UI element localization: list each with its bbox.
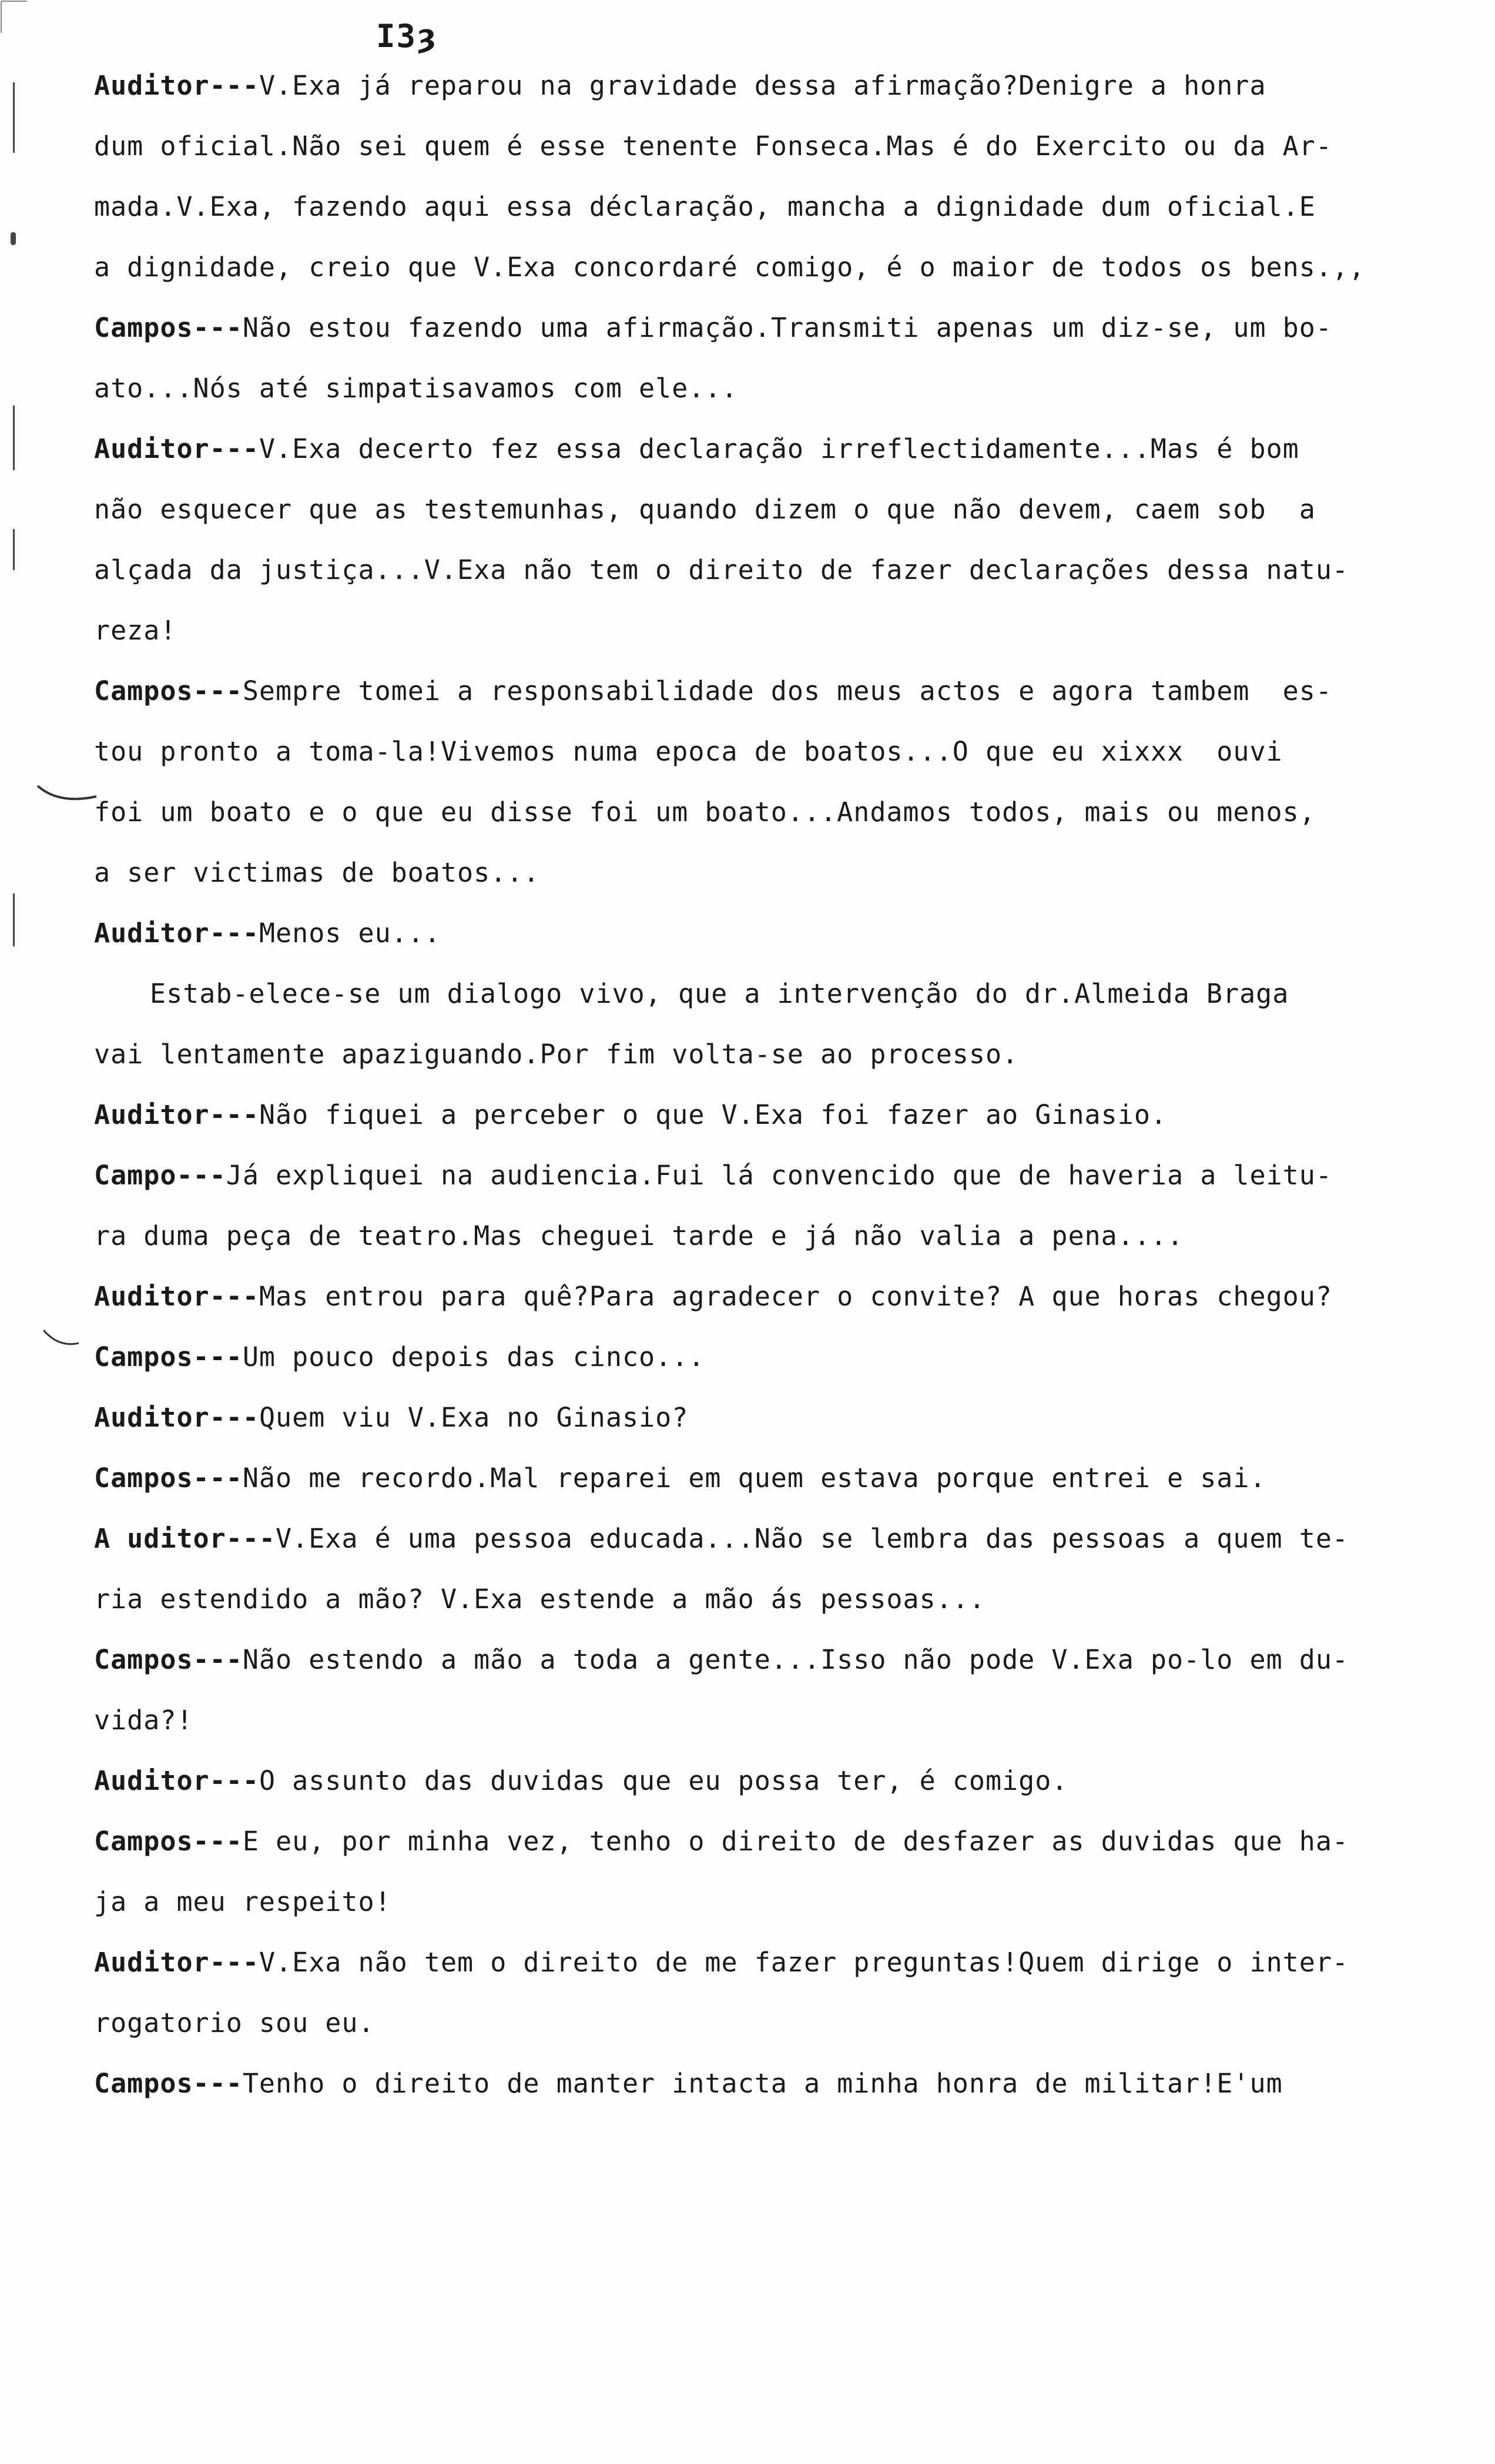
line-text: vida?! bbox=[94, 1705, 193, 1736]
line-text: ato...Nós até simpatisavamos com ele... bbox=[94, 373, 738, 404]
dialogue-line bbox=[94, 1266, 1457, 1327]
speaker-label: Auditor--- bbox=[94, 1281, 259, 1312]
dialogue-line bbox=[94, 1084, 1457, 1145]
text-line bbox=[94, 963, 1457, 1024]
dialogue-line bbox=[94, 1387, 1457, 1448]
line-text: reza! bbox=[94, 615, 177, 646]
corner-fold-mark bbox=[0, 0, 29, 35]
speaker-label: Campos--- bbox=[94, 1341, 243, 1372]
line-text: vai lentamente apaziguando.Por fim volta-se ao processo. bbox=[94, 1039, 1019, 1070]
line-text: V.Exa já reparou na gravidade dessa afirmação?Denigre a honra bbox=[259, 70, 1266, 101]
dialogue-line bbox=[94, 903, 1457, 963]
line-text: Já expliquei na audiencia.Fui lá convencido que de haveria a leitu- bbox=[226, 1160, 1332, 1191]
text-line bbox=[94, 116, 1457, 176]
dialogue-line bbox=[94, 1448, 1457, 1508]
dialogue-line bbox=[94, 1629, 1457, 1690]
text-line bbox=[94, 540, 1457, 600]
text-line bbox=[94, 176, 1457, 237]
speaker-label: Auditor--- bbox=[94, 70, 259, 101]
dialogue-line bbox=[94, 2053, 1457, 2114]
text-line bbox=[94, 1206, 1457, 1266]
line-text: dum oficial.Não sei quem é esse tenente Fonseca.Mas é do Exercito ou da Ar- bbox=[94, 130, 1332, 162]
dialogue-line bbox=[94, 419, 1457, 479]
text-line bbox=[94, 1024, 1457, 1084]
line-text: Quem viu V.Exa no Ginasio? bbox=[259, 1402, 689, 1433]
text-line bbox=[94, 237, 1457, 297]
page-number: I3ȝ bbox=[376, 18, 437, 55]
line-text: alçada da justiça...V.Exa não tem o direito de fazer declarações dessa natu- bbox=[94, 554, 1349, 585]
margin-check-mark bbox=[35, 773, 100, 808]
speaker-label: Campo--- bbox=[94, 1160, 226, 1191]
line-text: não esquecer que as testemunhas, quando dizem o que não devem, caem sob a bbox=[94, 494, 1316, 525]
line-text: V.Exa é uma pessoa educada...Não se lembra das pessoas a quem te- bbox=[276, 1523, 1349, 1554]
line-text: Não me recordo.Mal reparei em quem estava porque entrei e sai. bbox=[242, 1462, 1266, 1494]
speaker-label: Auditor--- bbox=[94, 1765, 259, 1796]
line-text: Não fiquei a perceber o que V.Exa foi fazer ao Ginasio. bbox=[259, 1099, 1168, 1130]
line-text: tou pronto a toma-la!Vivemos numa epoca de boatos...O que eu xixxx ouvi bbox=[94, 736, 1283, 767]
line-text: Menos eu... bbox=[259, 918, 441, 949]
line-text: a dignidade, creio que V.Exa concordaré comigo, é o maior de todos os bens.,, bbox=[94, 252, 1366, 283]
line-text: Um pouco depois das cinco... bbox=[242, 1341, 705, 1372]
text-line bbox=[94, 1993, 1457, 2053]
margin-mark bbox=[11, 232, 16, 245]
document-body bbox=[94, 55, 1457, 2114]
line-text: Estab-elece-se um dialogo vivo, que a intervenção do dr.Almeida Braga bbox=[150, 978, 1289, 1009]
speaker-label: Campos--- bbox=[94, 2068, 243, 2099]
margin-mark bbox=[13, 82, 15, 153]
speaker-label: Campos--- bbox=[94, 1644, 243, 1675]
margin-mark bbox=[13, 406, 15, 470]
dialogue-line bbox=[94, 661, 1457, 721]
text-line bbox=[94, 479, 1457, 540]
line-text: a ser victimas de boatos... bbox=[94, 857, 540, 888]
text-line bbox=[94, 782, 1457, 842]
line-text: O assunto das duvidas que eu possa ter, é comigo. bbox=[259, 1765, 1068, 1796]
dialogue-line bbox=[94, 297, 1457, 358]
speaker-label: Campos--- bbox=[94, 1826, 243, 1857]
dialogue-line bbox=[94, 1750, 1457, 1811]
dialogue-line bbox=[94, 1508, 1457, 1569]
line-text: Tenho o direito de manter intacta a minha honra de militar!E'um bbox=[242, 2068, 1283, 2099]
line-text: Não estendo a mão a toda a gente...Isso não pode V.Exa po-lo em du- bbox=[242, 1644, 1349, 1675]
line-text: ja a meu respeito! bbox=[94, 1886, 391, 1917]
dialogue-line bbox=[94, 1811, 1457, 1872]
speaker-label: Auditor--- bbox=[94, 433, 259, 464]
dialogue-line bbox=[94, 55, 1457, 116]
speaker-label: Auditor--- bbox=[94, 1402, 259, 1433]
speaker-label: Auditor--- bbox=[94, 1099, 259, 1130]
text-line bbox=[94, 1872, 1457, 1932]
line-text: foi um boato e o que eu disse foi um boato...Andamos todos, mais ou menos, bbox=[94, 796, 1316, 828]
dialogue-line bbox=[94, 1145, 1457, 1206]
line-text: V.Exa decerto fez essa declaração irreflectidamente...Mas é bom bbox=[259, 433, 1299, 464]
text-line bbox=[94, 1569, 1457, 1629]
line-text: rogatorio sou eu. bbox=[94, 2007, 375, 2038]
text-line bbox=[94, 600, 1457, 661]
margin-check-mark bbox=[41, 1325, 82, 1355]
dialogue-line bbox=[94, 1327, 1457, 1387]
line-text: ra duma peça de teatro.Mas cheguei tarde e já não valia a pena.... bbox=[94, 1220, 1184, 1251]
text-line bbox=[94, 721, 1457, 782]
line-text: Mas entrou para quê?Para agradecer o convite? A que horas chegou? bbox=[259, 1281, 1332, 1312]
speaker-label: Auditor--- bbox=[94, 918, 259, 949]
margin-mark bbox=[13, 529, 15, 570]
speaker-label: Campos--- bbox=[94, 1462, 243, 1494]
speaker-label: Auditor--- bbox=[94, 1947, 259, 1978]
line-text: V.Exa não tem o direito de me fazer preguntas!Quem dirige o inter- bbox=[259, 1947, 1349, 1978]
text-line bbox=[94, 1690, 1457, 1750]
text-line bbox=[94, 358, 1457, 419]
dialogue-line bbox=[94, 1932, 1457, 1993]
line-text: Sempre tomei a responsabilidade dos meus actos e agora tambem es- bbox=[242, 675, 1332, 707]
line-text: E eu, por minha vez, tenho o direito de desfazer as duvidas que ha- bbox=[242, 1826, 1349, 1857]
text-line bbox=[94, 842, 1457, 903]
speaker-label: A uditor--- bbox=[94, 1523, 276, 1554]
line-text: mada.V.Exa, fazendo aqui essa déclaração, mancha a dignidade dum oficial.E bbox=[94, 191, 1316, 222]
margin-mark bbox=[13, 893, 15, 946]
line-text: Não estou fazendo uma afirmação.Transmiti apenas um diz-se, um bo- bbox=[242, 312, 1332, 343]
speaker-label: Campos--- bbox=[94, 675, 243, 707]
speaker-label: Campos--- bbox=[94, 312, 243, 343]
line-text: ria estendido a mão? V.Exa estende a mão ás pessoas... bbox=[94, 1583, 986, 1615]
